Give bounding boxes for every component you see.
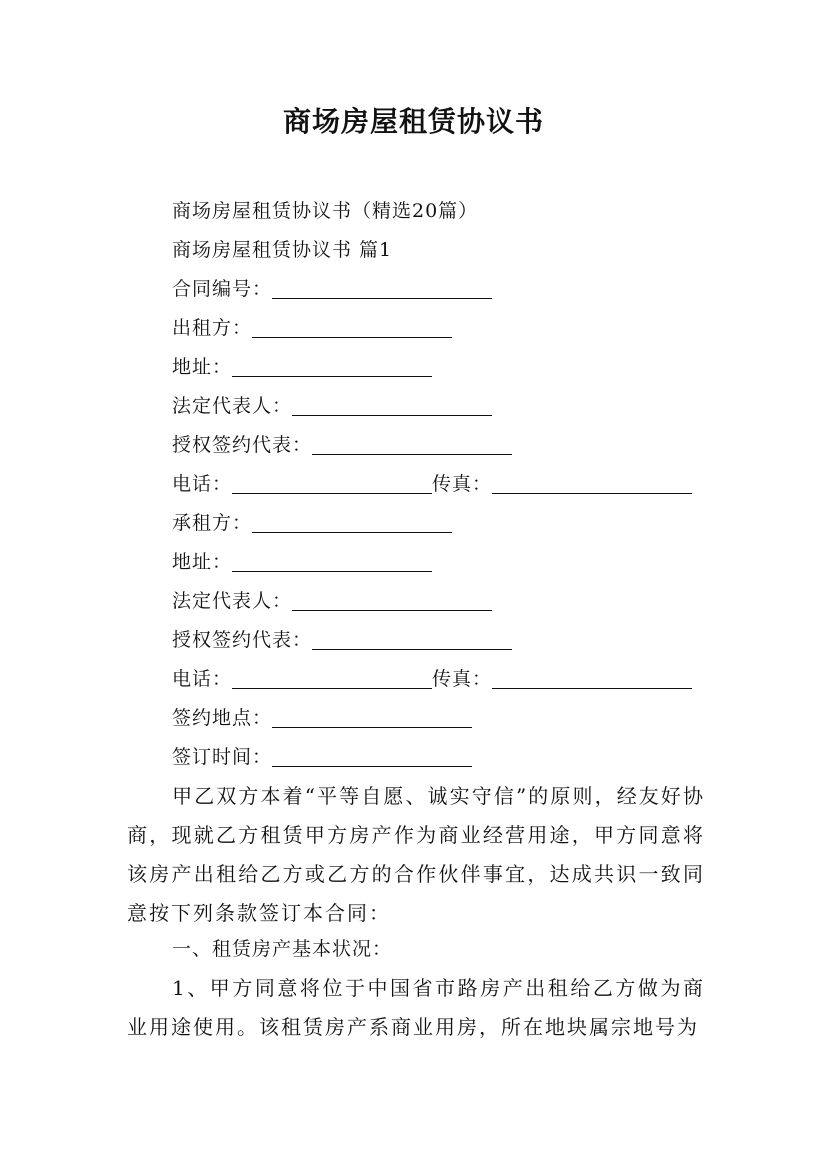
lessee-auth-rep-label: 授权签约代表：	[172, 629, 313, 651]
lessor-legal-rep-row	[172, 391, 492, 421]
contract-number-label: 合同编号：	[172, 278, 273, 300]
contract-number-blank	[272, 276, 492, 299]
lessee-auth-rep-blank	[312, 627, 512, 650]
lessee-legal-rep-blank	[292, 588, 492, 611]
clause-heading: 一、租赁房产基本状况：	[172, 938, 393, 960]
document-subtitle: 商场房屋租赁协议书（精选20篇）	[172, 200, 479, 222]
lessor-auth-rep-blank	[312, 432, 512, 455]
sign-time-row	[172, 742, 472, 772]
lessee-row	[172, 508, 452, 538]
lessor-address-blank	[232, 354, 432, 377]
lessor-contact-row	[172, 469, 692, 499]
lessor-address-label: 地址：	[172, 356, 233, 378]
clause-1-paragraph	[127, 969, 705, 1047]
lessee-address-row	[172, 547, 432, 577]
preamble-text: 甲乙双方本着“平等自愿、诚实守信”的原则，经友好协商，现就乙方租赁甲方房产作为商业经营用途，甲方同意将该房产出租给乙方或乙方的合作伙伴事宜，达成共识一致同意按下列条款签订本合同：	[127, 784, 705, 925]
lessor-auth-rep-row	[172, 430, 512, 460]
lessor-label: 出租方：	[172, 317, 253, 339]
contract-number-row	[172, 274, 492, 304]
lessee-address-label: 地址：	[172, 551, 233, 573]
lessee-auth-rep-row	[172, 625, 512, 655]
lessor-phone-label: 电话：	[172, 473, 233, 495]
lessor-blank	[252, 315, 452, 338]
lessor-phone-blank	[232, 471, 432, 494]
lessee-address-blank	[232, 549, 432, 572]
lessee-fax-blank	[492, 666, 692, 689]
section-heading: 商场房屋租赁协议书 篇1	[172, 239, 393, 261]
lessee-blank	[252, 510, 452, 533]
lessee-phone-label: 电话：	[172, 668, 233, 690]
lessee-legal-rep-row	[172, 586, 492, 616]
lessee-phone-blank	[232, 666, 432, 689]
lessor-row	[172, 313, 452, 343]
sign-time-label: 签订时间：	[172, 746, 273, 768]
lessor-auth-rep-label: 授权签约代表：	[172, 434, 313, 456]
sign-place-blank	[272, 705, 472, 728]
lessee-legal-rep-label: 法定代表人：	[172, 590, 293, 612]
lessee-label: 承租方：	[172, 512, 253, 534]
sign-time-blank	[272, 744, 472, 767]
lessor-fax-blank	[492, 471, 692, 494]
preamble-paragraph	[127, 777, 705, 933]
clause-1-text: 1、甲方同意将位于中国省市路房产出租给乙方做为商业用途使用。该租赁房产系商业用房，所在地块属宗地号为	[127, 976, 705, 1039]
document-title: 商场房屋租赁协议书	[282, 105, 544, 138]
lessee-contact-row	[172, 664, 692, 694]
lessor-legal-rep-label: 法定代表人：	[172, 395, 293, 417]
lessor-fax-label: 传真：	[432, 473, 493, 495]
lessor-legal-rep-blank	[292, 393, 492, 416]
sign-place-label: 签约地点：	[172, 707, 273, 729]
lessee-fax-label: 传真：	[432, 668, 493, 690]
sign-place-row	[172, 703, 472, 733]
lessor-address-row	[172, 352, 432, 382]
